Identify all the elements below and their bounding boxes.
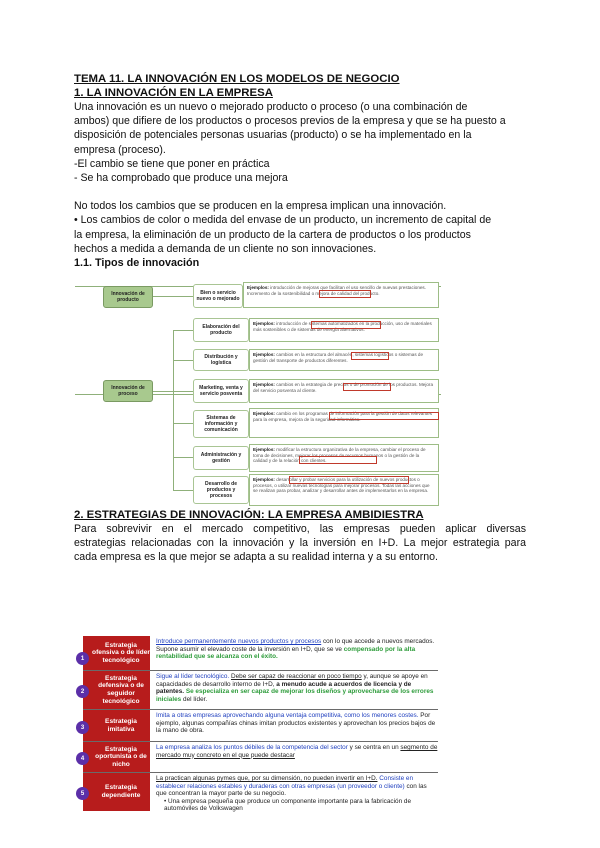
highlight-mark [299,456,377,464]
strategy-label: Estrategia dependiente [83,773,150,811]
strategy-label: Estrategia imitativa [83,710,150,741]
process-innovation-box: Innovación de proceso [103,380,153,402]
process-child-box: Distribución y logística [193,349,249,371]
product-innovation-box: Innovación de producto [103,286,153,308]
strategy-text-segment: • Una empresa pequeña que produce un componente importante para la fabricación de automóviles de Volkswagen [164,797,412,813]
paragraph-line: estrategias relacionadas con la innovación y la inversión en I+D. La mejor estrategia para [74,537,526,550]
section-1-heading: 1. LA INNOVACIÓN EN LA EMPRESA [74,87,273,99]
process-child-box: Administración y gestión [193,446,249,470]
paragraph-line: Una innovación es un nuevo o mejorado producto o proceso (o una combinación de [74,101,468,113]
process-child-box: Elaboración del producto [193,318,249,342]
strategy-row [80,742,438,773]
strategies-table [80,636,438,813]
strategy-text-segment: Debe ser capaz de reaccionar en poco tiempo [230,673,362,680]
example-box: Ejemplos: introducción de mejoras que facilitan el uso sencillo de nuevas prestaciones. Incremento de la sostenibilidad o mejora de calidad del producto. [243,282,439,308]
strategy-label: Estrategia defensiva o de seguidor tecnológico [83,671,150,709]
paragraph-line: • Los cambios de color o medida del envase de un producto, un incremento de capital de [74,214,492,227]
example-box: Ejemplos: cambio en los programas de información para la gestión de datos relevantes para la empresa, mejora de la seguridad informática. [249,408,439,438]
strategy-text-segment: con las que concentran la mayor parte de su negocio. [156,782,427,798]
strategy-text-segment: La empresa analiza los puntos débiles de la competencia del sector [156,744,348,751]
strategy-description [156,775,438,813]
strategy-row [80,671,438,710]
strategy-text-segment: a menudo acude a acuerdos de licencia y de patentes. [156,680,412,696]
paragraph-line: ambos) que difiere de los productos o procesos previos de la empresa y que se ha puesto a [74,115,506,128]
strategy-text-segment: segmento de mercado muy concreto en el que puede destacar [156,744,438,759]
process-child-box: Desarrollo de productos y procesos [193,476,249,504]
strategy-text-segment: con lo que accede a nuevos mercados. Supone asumir el elevado coste de la inversión en I+D, que se ve [156,638,435,653]
paragraph-line: la empresa, la eliminación de un producto de la cartera de productos o los productos [74,228,471,241]
strategy-number: 5 [76,787,89,800]
highlight-mark [343,383,391,391]
paragraph-line: Para sobrevivir en el mercado competitivo, las empresas pueden aplicar diversas [74,523,526,535]
paragraph-line: empresa (proceso). [74,143,166,156]
example-box: Ejemplos: cambios en la estrategia de precios o de promoción de los productos. Mejora del servicio posventa al cliente. [249,379,439,403]
highlight-mark [289,476,409,484]
strategy-text-segment: compensado por la alta rentabilidad que se alcanza con el éxito. [156,645,416,661]
strategy-number: 4 [76,752,89,765]
strategy-text-segment: y se centra en un [347,744,401,751]
process-child-box: Marketing, venta y servicio posventa [193,379,249,403]
strategy-row [80,636,438,671]
example-box: Ejemplos: introducción de sistemas automatizados en la producción, uso de materiales más sostenibles o de sistemas de energía alternativos. [249,318,439,342]
section-1-1-heading: 1.1. Tipos de innovación [74,257,200,270]
highlight-mark [329,412,439,420]
strategy-text-segment: La practican algunas pymes que, por su dimensión, no pueden invertir en I+D. [156,775,378,782]
section-2 [74,508,526,565]
strategy-number: 3 [76,721,89,734]
example-box: Ejemplos: cambios en la estructura del almacén, sistemas logísticos o sistemas de gestión del transporte de productos diferentes. [249,349,439,371]
product-child-box: Bien o servicio nuevo o mejorado [193,284,243,308]
highlight-mark [319,290,371,298]
highlight-mark [351,352,389,360]
strategy-number: 1 [76,652,89,665]
paragraph-line: cada empresa es la que mejor se adapta a su realidad interna y a su entorno. [74,551,438,564]
strategy-row [80,710,438,742]
paragraph-line: -El cambio se tiene que poner en práctica [74,157,270,170]
example-box: Ejemplos: modificar la estructura organizativa de la empresa, cambiar el proceso de toma de decisiones, mejorar los procesos de recursos humanos o la gestión de la calidad y de la relación con clientes. [249,444,439,472]
strategy-text-segment: Imita a otras empresas aprovechando alguna ventaja competitiva, como los menores costes. [156,712,419,719]
paragraph-line: No todos los cambios que se producen en la empresa implican una innovación. [74,200,447,213]
page-title: TEMA 11. LA INNOVACIÓN EN LOS MODELOS DE NEGOCIO [74,73,400,85]
document-body [74,72,526,270]
strategy-text-segment: Consiste en establecer relaciones estables y duraderas con otras empresas (un proveedor o cliente) [156,775,414,790]
strategy-label: Estrategia oportunista o de nicho [83,742,150,772]
strategy-description [156,673,438,703]
example-box: Ejemplos: desarrollar y probar servicios para la utilización de nuevos productos o procesos, o utilizar nuevas tecnologías para mejorar procesos. Todas las acciones que se realizan para probar, analizar y desarrollar antes de implementarlos en la empresa. [249,474,439,506]
strategy-text-segment: Se especializa en ser capaz de mejorar los diseños y aprovecharse de los errores iniciales [156,688,434,703]
strategy-text-segment: Introduce permanentemente nuevos productos y procesos [156,638,322,645]
strategy-label: Estrategia ofensiva o de líder tecnológico [83,636,150,670]
strategy-text-segment: Sigue al líder tecnológico. [156,673,231,680]
strategy-description [156,638,438,661]
paragraph-line: disposición de potenciales personas usuarias (producto) o se ha implementado en la [74,129,472,142]
strategy-row [80,773,438,813]
process-child-box: Sistemas de información y comunicación [193,410,249,438]
paragraph-line: hechos a medida a demanda de un cliente no son innovaciones. [74,242,377,255]
strategy-description [156,744,438,759]
strategy-description [156,712,438,735]
strategy-text-segment: Por ejemplo, algunas compañías chinas imitan productos existentes y aprovechan los precios bajos de la mano de obra. [156,712,436,735]
highlight-mark [311,321,381,329]
strategy-text-segment: del líder. [181,695,208,703]
strategy-text-segment: y, aunque se apoye en capacidades de desarrollo interno de I+D, [156,673,428,688]
innovation-types-diagram [75,280,441,506]
strategy-number: 2 [76,685,89,698]
paragraph-line: - Se ha comprobado que produce una mejora [74,172,288,185]
section-2-heading: 2. ESTRATEGIAS DE INNOVACIÓN: LA EMPRESA AMBIDIESTRA [74,509,424,521]
